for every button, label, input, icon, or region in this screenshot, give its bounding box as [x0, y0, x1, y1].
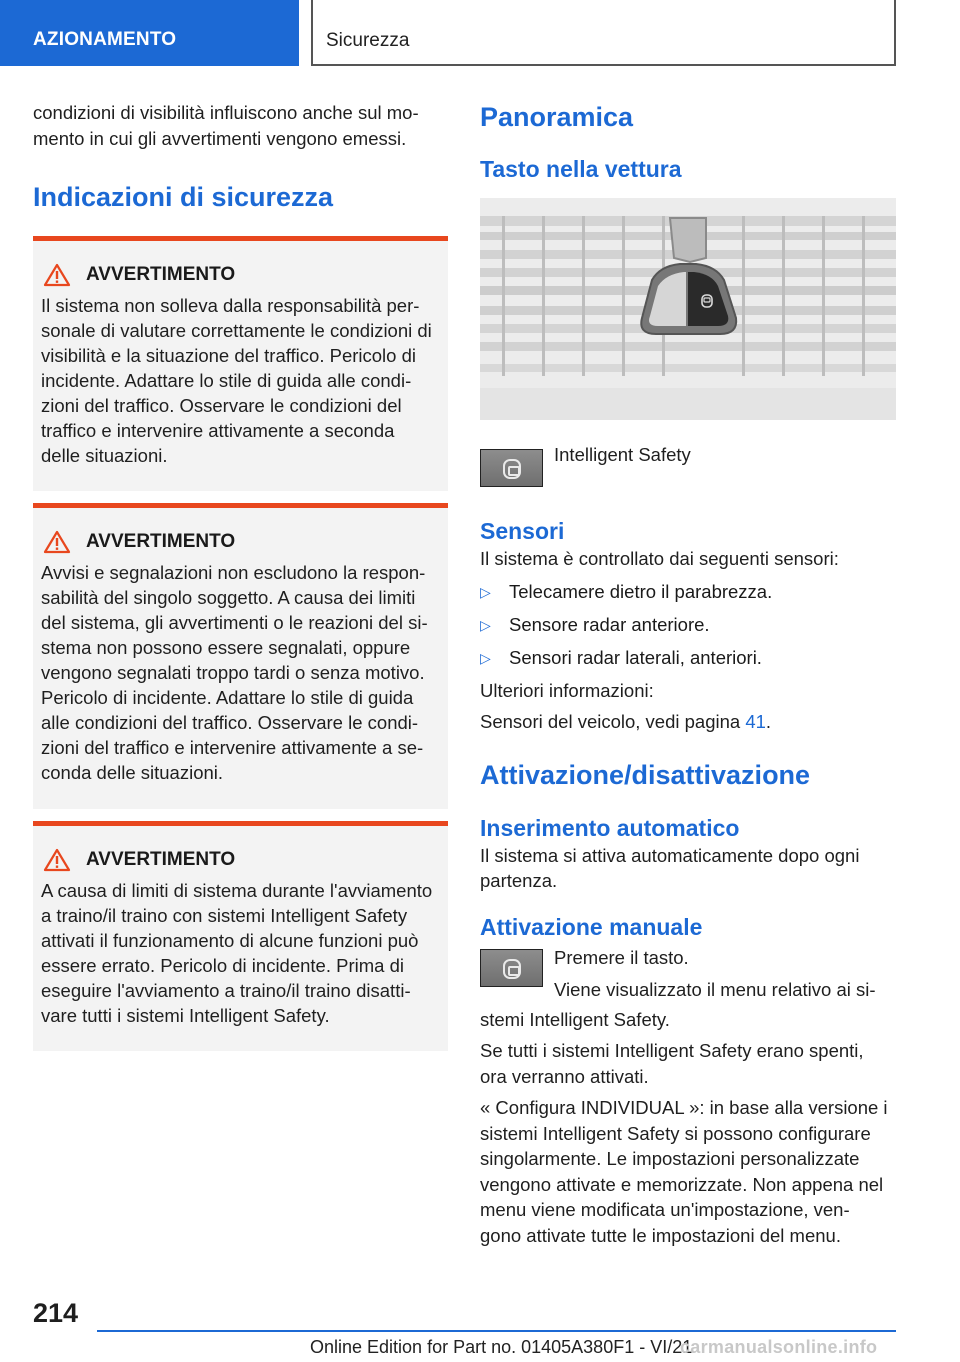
intelligent-safety-button-icon [480, 449, 543, 487]
text-line: partenza. [480, 870, 558, 891]
button-legend [480, 442, 896, 486]
list-item-text: Sensori radar laterali, anteriori. [509, 646, 762, 668]
warning-title-row [37, 530, 438, 554]
warning-line: del sistema, gli avvertimenti o le reazioni del si- [41, 612, 428, 633]
sensors-heading: Sensori [480, 518, 565, 544]
warning-line: a traino/il traino con sistemi Intelligent Safety [41, 905, 408, 926]
warning-line: Pericolo di incidente. Adattare lo stile di guida [41, 687, 414, 708]
warning-triangle-icon [43, 263, 71, 287]
warning-box [33, 236, 448, 491]
page-number: 214 [33, 1298, 79, 1328]
right-column [480, 100, 896, 1248]
warning-title: AVVERTIMENTO [86, 264, 236, 285]
warning-line: traffico e intervenire attivamente a seconda [41, 420, 395, 441]
bullet-triangle-icon: ▷ [480, 583, 491, 600]
warning-line: vare tutti i sistemi Intelligent Safety. [41, 1005, 330, 1026]
warning-line: conda delle situazioni. [41, 762, 224, 783]
warning-line: Il sistema non solleva dalla responsabilità per- [41, 295, 420, 316]
car-safety-icon [503, 459, 521, 479]
more-info: Ulteriori informazioni: [480, 679, 654, 701]
warning-line: sonale di valutare correttamente le condizioni di [41, 320, 432, 341]
button-subheading: Tasto nella vettura [480, 156, 682, 182]
warning-title: AVVERTIMENTO [86, 849, 236, 870]
warning-box [33, 821, 448, 1051]
warning-line: alle condizioni del traffico. Osservare le condi- [41, 712, 419, 733]
topic-tab [311, 0, 896, 66]
intro-line: mento in cui gli avvertimenti vengono emessi. [33, 127, 407, 149]
warning-line: vengono segnalati troppo tardi o senza motivo. [41, 662, 425, 683]
left-column [33, 100, 448, 1051]
text-line: « Configura INDIVIDUAL »: in base alla versione i [480, 1097, 888, 1118]
dashboard-illustration [480, 198, 896, 420]
warning-triangle-icon [43, 530, 71, 554]
warning-text [37, 293, 438, 468]
auto-activation-text [480, 843, 896, 894]
manual-result-cont: stemi Intelligent Safety. [480, 1008, 670, 1030]
manual-activation-heading: Attivazione manuale [480, 913, 703, 940]
page-reference [480, 709, 896, 735]
bullet-triangle-icon: ▷ [480, 649, 491, 666]
auto-activation-heading: Inserimento automatico [480, 814, 740, 841]
car-button-photo [480, 198, 896, 420]
warning-line: incidente. Adattare lo stile di guida alle condi- [41, 370, 412, 391]
warning-title: AVVERTIMENTO [86, 531, 236, 552]
warning-text [37, 560, 438, 785]
warning-line: zioni del traffico. Osservare le condizioni del [41, 395, 402, 416]
text-line: sistemi Intelligent Safety si possono configurare [480, 1122, 871, 1144]
warning-line: eseguire l'avviamento a traino/il traino disatti- [41, 980, 411, 1001]
text-line: gono attivate tutte le impostazioni del menu. [480, 1224, 841, 1246]
reference-end: . [765, 711, 772, 732]
manual-result-text: Viene visualizzato il menu relativo ai si- [554, 978, 876, 1000]
warning-triangle-icon [43, 848, 71, 872]
warning-line: essere errato. Pericolo di incidente. Prima di [41, 955, 404, 976]
intelligent-safety-button-icon [480, 949, 543, 987]
text-line: ora verranno attivati. [480, 1065, 649, 1087]
warning-title-row [37, 848, 438, 872]
warning-box [33, 503, 448, 809]
list-item [480, 579, 896, 605]
warning-line: zioni del traffico e intervenire attivamente a se- [41, 737, 424, 758]
car-safety-icon [503, 959, 521, 979]
list-item [480, 645, 896, 671]
text-line: Il sistema si attiva automaticamente dopo ogni [480, 844, 860, 866]
overview-heading: Panoramica [480, 102, 634, 132]
bullet-triangle-icon: ▷ [480, 616, 491, 633]
button-caption: Intelligent Safety [554, 444, 691, 465]
intro-paragraph [33, 100, 448, 151]
text-line: singolarmente. Le impostazioni personalizzate [480, 1148, 860, 1169]
individual-config-paragraph [480, 1095, 896, 1248]
page-link[interactable]: 41 [745, 711, 766, 732]
sensors-intro: Il sistema è controllato dai seguenti sensori: [480, 548, 839, 569]
activation-heading: Attivazione/disattivazione [480, 759, 811, 790]
intro-line: condizioni di visibilità influiscono anche sul mo- [33, 102, 419, 123]
text-line: Se tutti i sistemi Intelligent Safety erano spenti, [480, 1040, 864, 1061]
topic-title: Sicurezza [326, 30, 410, 51]
footer-divider [97, 1330, 896, 1332]
list-item-text: Telecamere dietro il parabrezza. [509, 580, 773, 602]
list-item [480, 612, 896, 638]
list-item-text: Sensore radar anteriore. [509, 613, 710, 635]
text-line: vengono attivate e memorizzate. Non appena nel [480, 1173, 884, 1195]
warning-text [37, 878, 438, 1028]
warning-title-row [37, 263, 438, 287]
warning-line: sabilità del singolo soggetto. A causa dei limiti [41, 587, 416, 608]
section-tab [0, 0, 299, 66]
manual-step [480, 945, 896, 1007]
safety-heading: Indicazioni di sicurezza [33, 182, 334, 212]
text-line: menu viene modificata un'impostazione, ven- [480, 1199, 850, 1220]
watermark: carmanualsonline.info [680, 1337, 878, 1357]
reference-text: Sensori del veicolo, vedi pagina [480, 711, 746, 732]
edition-text: Online Edition for Part no. 01405A380F1 - VI/21 [310, 1337, 693, 1357]
warning-line: stema non possono essere segnalati, oppure [41, 637, 411, 658]
warning-line: Avvisi e segnalazioni non escludono la respon- [41, 562, 426, 583]
warning-line: visibilità e la situazione del traffico. Pericolo di [41, 345, 416, 366]
manual-step-text: Premere il tasto. [554, 946, 689, 968]
warning-line: delle situazioni. [41, 445, 168, 466]
all-off-paragraph [480, 1038, 896, 1089]
warning-line: attivati il funzionamento di alcune funzioni può [41, 930, 419, 951]
warning-line: A causa di limiti di sistema durante l'avviamento [41, 880, 433, 901]
section-title: AZIONAMENTO [33, 29, 177, 50]
